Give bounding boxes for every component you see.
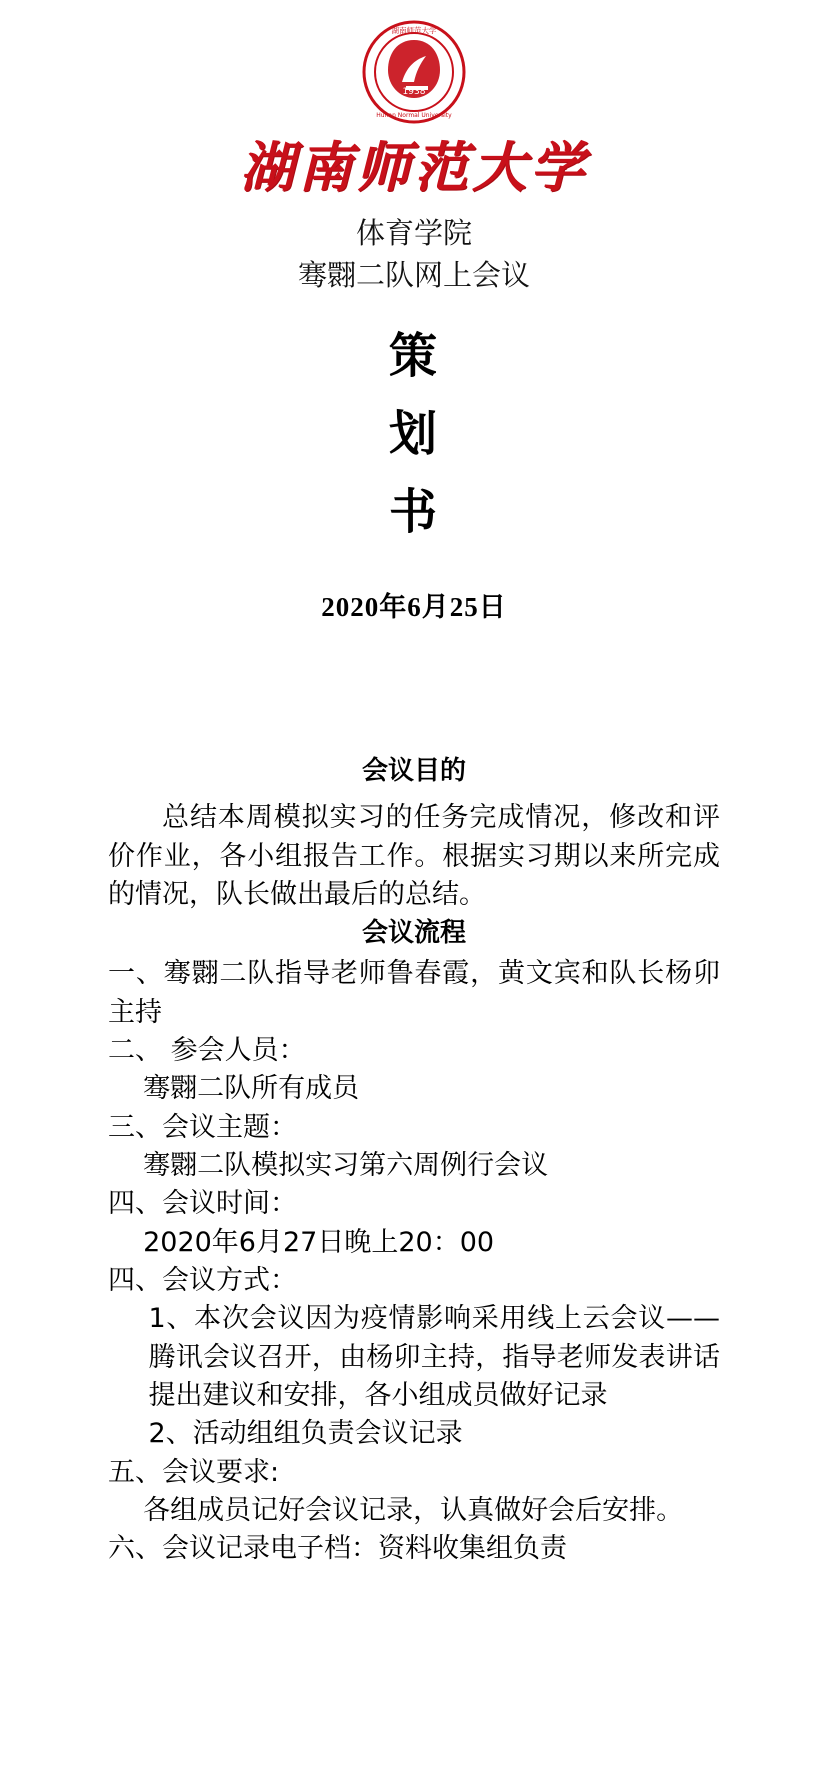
list-item: 骞翾二队所有成员 [143,1073,360,1105]
section-paragraph-purpose: 总结本周模拟实习的任务完成情况，修改和评价作业，各小组报告工作。根据实习期以来所完成的情况，队长做出最后的总结。 [108,802,720,911]
list-item: 一、骞翾二队指导老师鲁春霞，黄文宾和队长杨卯主持 [108,958,720,1028]
svg-text:1938: 1938 [402,87,426,97]
page-title [108,318,720,551]
document-body [108,752,720,1568]
list-item: 1、本次会议因为疫情影响采用线上云会议——腾讯会议召开，由杨卯主持，指导老师发表讲话提出建议和安排，各小组成员做好记录 [148,1303,720,1412]
list-item: 三、会议主题： [108,1111,297,1143]
university-crest-icon [362,20,466,124]
meeting-subtitle: 骞翾二队网上会议 [297,258,530,293]
list-item: 五、会议要求: [108,1456,280,1488]
list-item: 二、 参会人员： [108,1035,306,1067]
list-item: 各组成员记好会议记录，认真做好会后安排。 [143,1495,684,1527]
svg-text:湖南师范大学: 湖南师范大学 [391,26,437,35]
svg-text:Hunan Normal University: Hunan Normal University [376,112,452,119]
list-item: 2、活动组组负责会议记录 [148,1418,463,1450]
list-item: 2020年6月27日晚上20：00 [143,1226,495,1258]
section-heading-agenda: 会议流程 [361,918,466,949]
document-date: 2020年6月25日 [321,592,507,623]
agenda-list [108,955,720,1568]
logo-container [108,0,720,124]
college-name: 体育学院 [355,216,472,251]
title-char-3: 书 [388,483,439,540]
list-item: 六、会议记录电子档：资料收集组负责 [108,1533,567,1565]
title-char-1: 策 [388,328,439,385]
section-heading-purpose: 会议目的 [361,756,466,787]
title-char-2: 划 [388,405,439,462]
list-item: 四、会议时间： [108,1188,297,1220]
list-item: 四、会议方式： [108,1265,297,1297]
university-name: 湖南师范大学 [240,135,588,199]
list-item: 骞翾二队模拟实习第六周例行会议 [143,1150,549,1182]
